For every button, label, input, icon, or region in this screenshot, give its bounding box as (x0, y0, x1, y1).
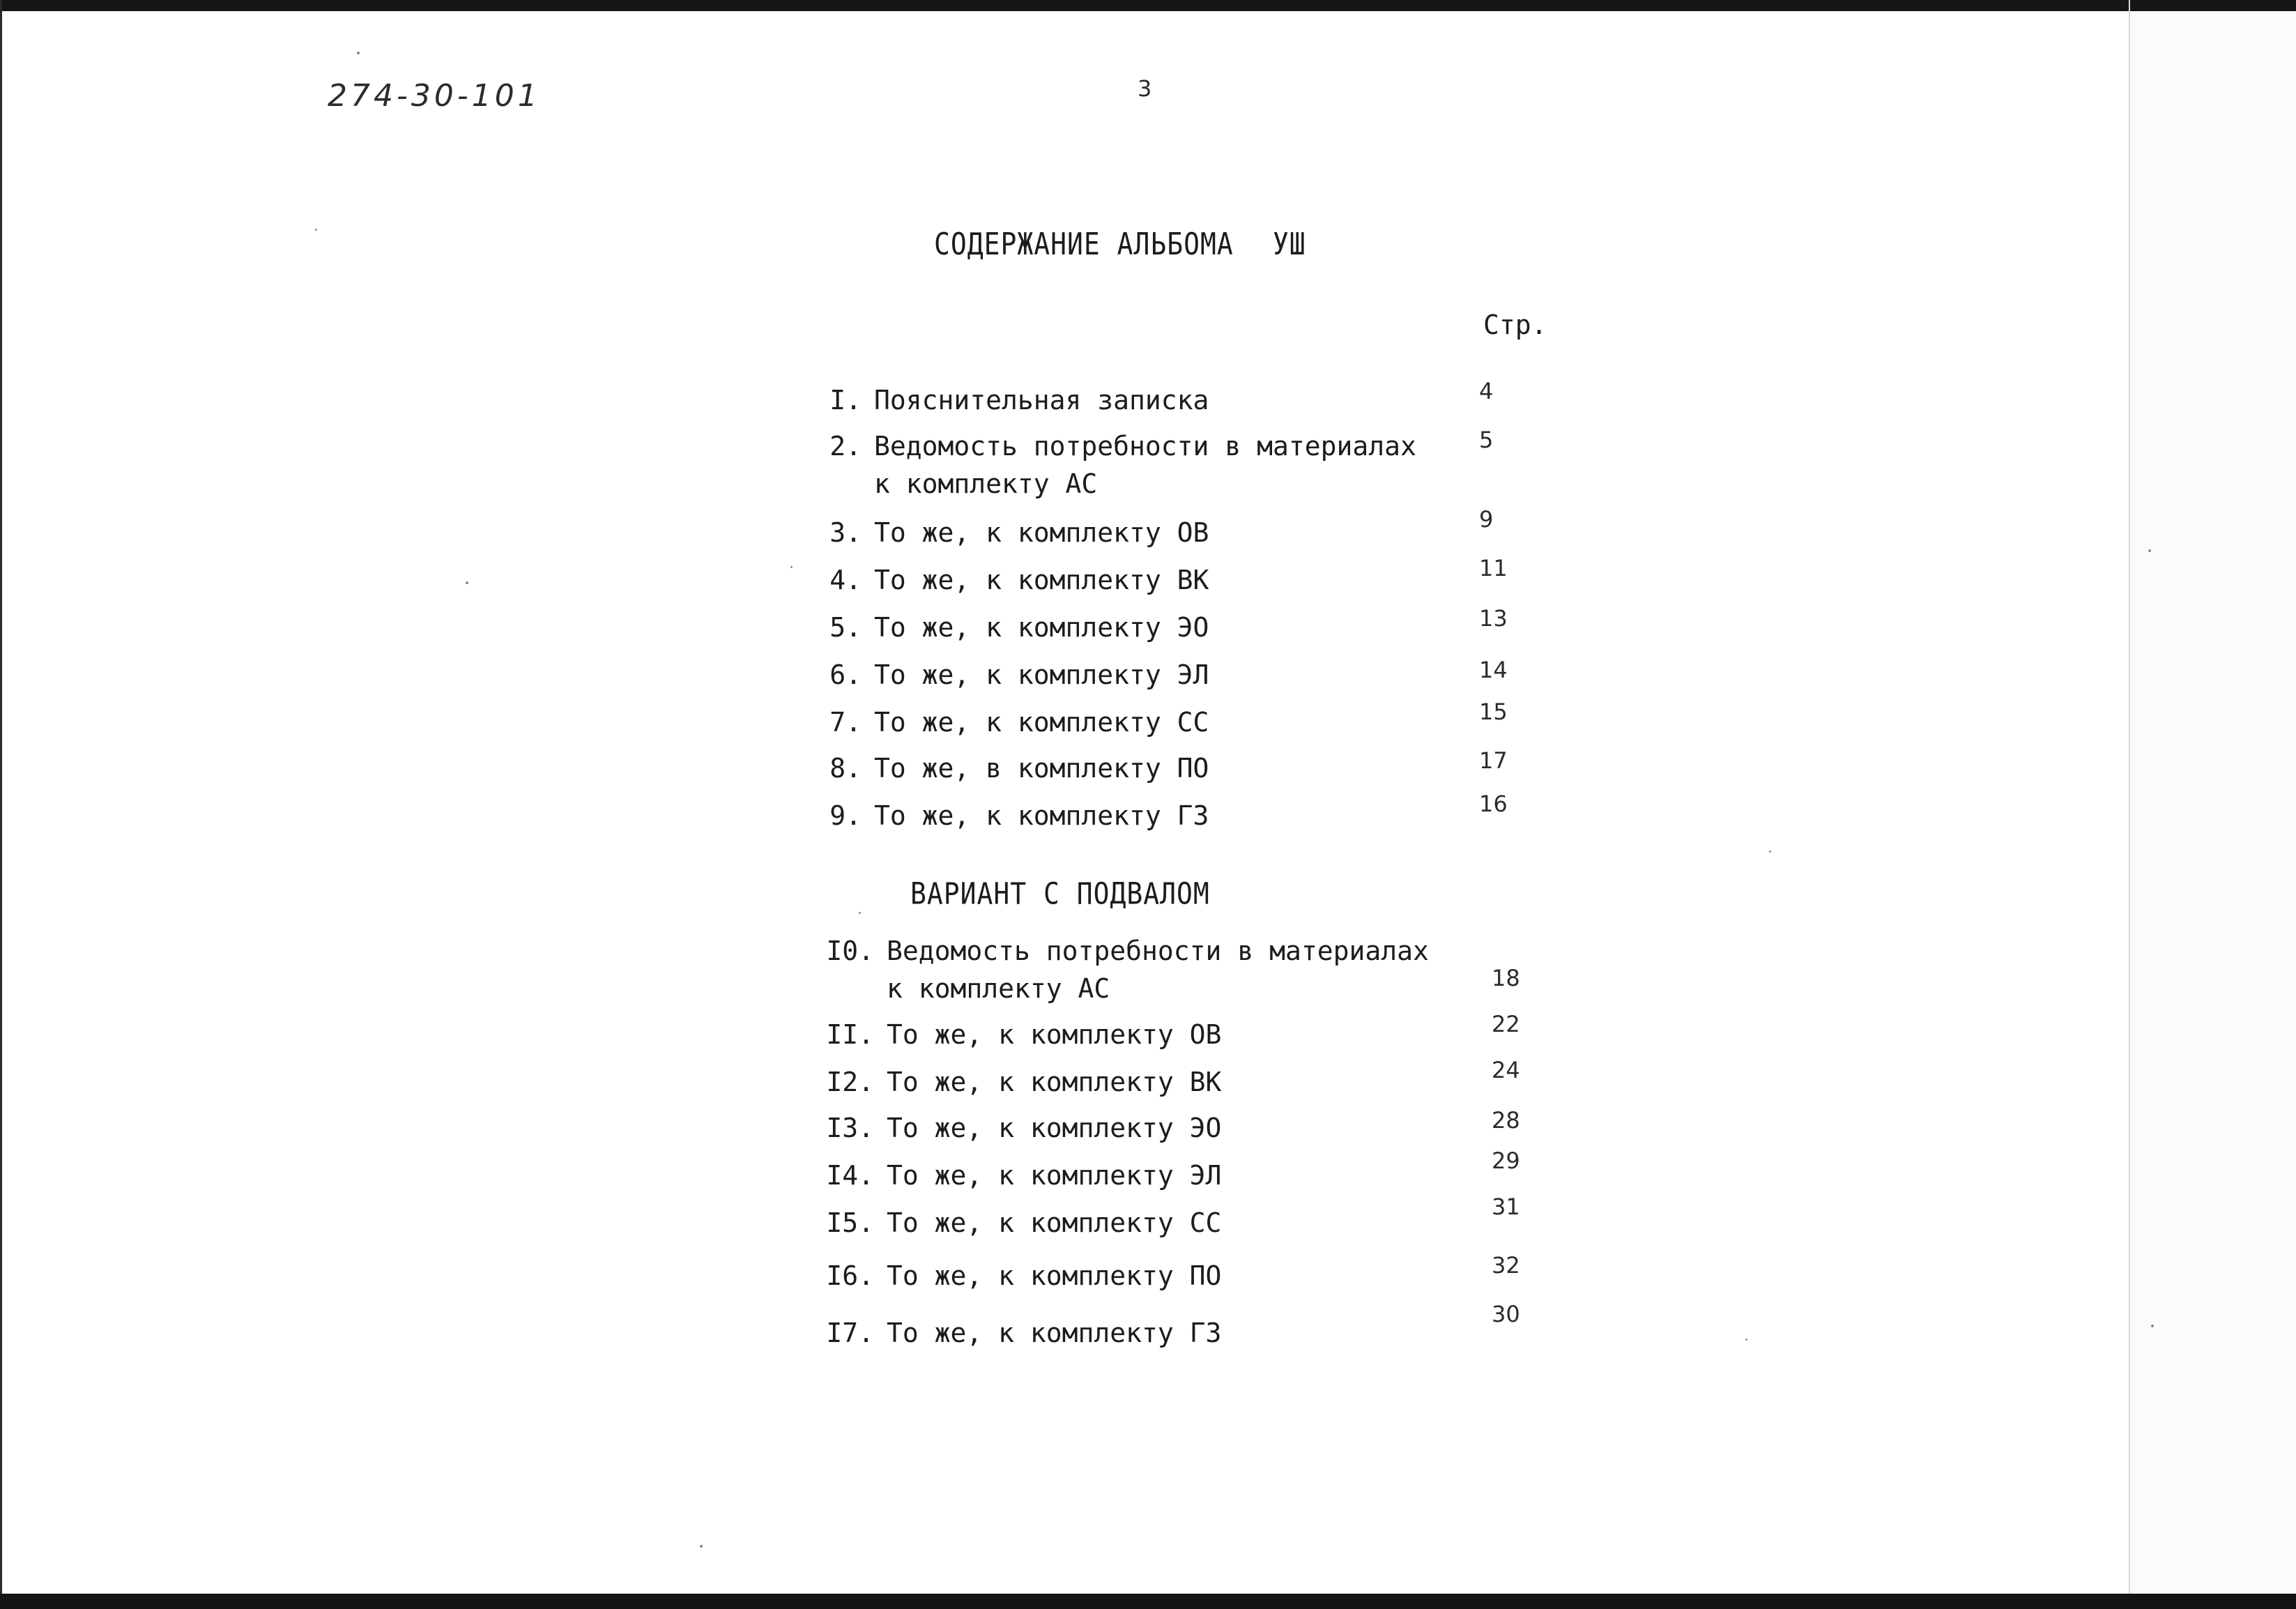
toc-item-page: 31 (1492, 1194, 1520, 1220)
toc-item-number: I7. (826, 1318, 874, 1348)
toc-item-number: I2. (826, 1067, 874, 1097)
toc-item-text-continued: к комплекту АС (887, 973, 1110, 1004)
toc-item-number: 5. (829, 612, 862, 643)
page-number: 3 (1138, 75, 1152, 102)
toc-item-text: Ведомость потребности в материалах (887, 936, 1429, 966)
title-text: СОДЕРЖАНИЕ АЛЬБОМА (934, 226, 1234, 262)
page-column-label: Стр. (1483, 310, 1547, 340)
scan-speck (1745, 1339, 1747, 1341)
toc-item-page: 5 (1479, 427, 1494, 453)
toc-item (817, 704, 1209, 741)
toc-item-text: То же, к комплекту ВК (874, 565, 1209, 595)
toc-item-page: 18 (1492, 965, 1520, 991)
toc-item-number: I5. (826, 1207, 874, 1238)
scan-speck (2151, 1325, 2154, 1327)
toc-item-page: 16 (1479, 791, 1508, 817)
toc-item-page: 29 (1492, 1147, 1520, 1174)
toc-item-number: I4. (826, 1160, 874, 1191)
toc-item-text: Ведомость потребности в материалах (874, 431, 1416, 462)
toc-item (816, 933, 1429, 970)
toc-item (816, 1016, 1221, 1053)
toc-item (816, 1205, 1221, 1242)
toc-item-text: То же, к комплекту ЭЛ (874, 659, 1209, 690)
toc-item-number: 6. (829, 659, 862, 690)
toc-item-text: То же, к комплекту ЭО (874, 612, 1209, 643)
toc-item-number: 2. (829, 431, 862, 462)
toc-item (817, 750, 1209, 787)
page-title (934, 227, 1306, 262)
toc-item-text: То же, к комплекту СС (874, 707, 1209, 738)
toc-item-text: То же, к комплекту ВК (887, 1067, 1222, 1097)
scan-speck (700, 1545, 703, 1548)
toc-item-page: 9 (1479, 506, 1494, 533)
toc-item-text-continued: к комплекту АС (874, 468, 1098, 499)
toc-item (816, 1258, 1221, 1295)
toc-item (817, 514, 1209, 551)
toc-item-page: 24 (1492, 1057, 1520, 1083)
scan-speck (790, 566, 793, 568)
toc-item-text: То же, в комплекту ПО (874, 753, 1209, 784)
toc-item-page: 13 (1479, 605, 1508, 632)
toc-item (817, 562, 1209, 599)
scan-speck (1769, 851, 1771, 853)
toc-item-number: 9. (829, 800, 862, 831)
toc-item-page: 4 (1479, 378, 1494, 404)
scan-border-right (2129, 0, 2130, 1609)
toc-item-page: 30 (1492, 1301, 1520, 1327)
toc-item (817, 382, 1209, 419)
toc-item (817, 657, 1209, 694)
scan-speck (357, 52, 360, 54)
toc-item-page: 17 (1479, 747, 1508, 774)
document-code: 274-30-101 (328, 78, 541, 114)
toc-item-text: То же, к комплекту ГЗ (874, 800, 1209, 831)
toc-item-page: 11 (1479, 555, 1508, 581)
scan-speck (2148, 549, 2151, 552)
scan-border-left (0, 0, 2, 1609)
toc-item-number: 3. (829, 517, 862, 548)
toc-item-text: Пояснительная записка (874, 385, 1209, 415)
toc-item-text: То же, к комплекту СС (887, 1207, 1222, 1238)
toc-item-number: I. (829, 385, 862, 415)
toc-item-number: 8. (829, 753, 862, 784)
scan-speck (859, 912, 861, 914)
scan-speck (466, 581, 468, 584)
toc-item-text: То же, к комплекту ЭЛ (887, 1160, 1222, 1191)
title-volume: УШ (1272, 226, 1306, 262)
toc-item-number: II. (826, 1019, 874, 1050)
toc-item-page: 15 (1479, 699, 1508, 725)
toc-item (816, 1157, 1221, 1194)
toc-item (816, 1110, 1221, 1147)
scan-border-top (0, 0, 2296, 11)
toc-item-text: То же, к комплекту ГЗ (887, 1318, 1222, 1348)
toc-item (816, 1315, 1221, 1352)
toc-item-text: То же, к комплекту ОВ (874, 517, 1209, 548)
section-title: ВАРИАНТ С ПОДВАЛОМ (910, 876, 1210, 911)
toc-item-page: 32 (1492, 1252, 1520, 1279)
scan-right-margin (2130, 11, 2296, 1594)
toc-item (816, 1064, 1221, 1101)
toc-item-number: I3. (826, 1113, 874, 1143)
toc-item-text: То же, к комплекту ПО (887, 1260, 1222, 1291)
toc-item-number: 4. (829, 565, 862, 595)
scan-speck (315, 229, 317, 231)
scan-border-bottom (0, 1594, 2296, 1609)
toc-item (817, 798, 1209, 834)
toc-item-page: 22 (1492, 1011, 1520, 1037)
toc-item-number: 7. (829, 707, 862, 738)
toc-item-number: I0. (826, 936, 874, 966)
toc-item-number: I6. (826, 1260, 874, 1291)
toc-item-page: 14 (1479, 657, 1508, 683)
toc-item (817, 428, 1416, 465)
toc-item-text: То же, к комплекту ЭО (887, 1113, 1222, 1143)
toc-item (817, 609, 1209, 646)
toc-item-page: 28 (1492, 1107, 1520, 1134)
toc-item-text: То же, к комплекту ОВ (887, 1019, 1222, 1050)
